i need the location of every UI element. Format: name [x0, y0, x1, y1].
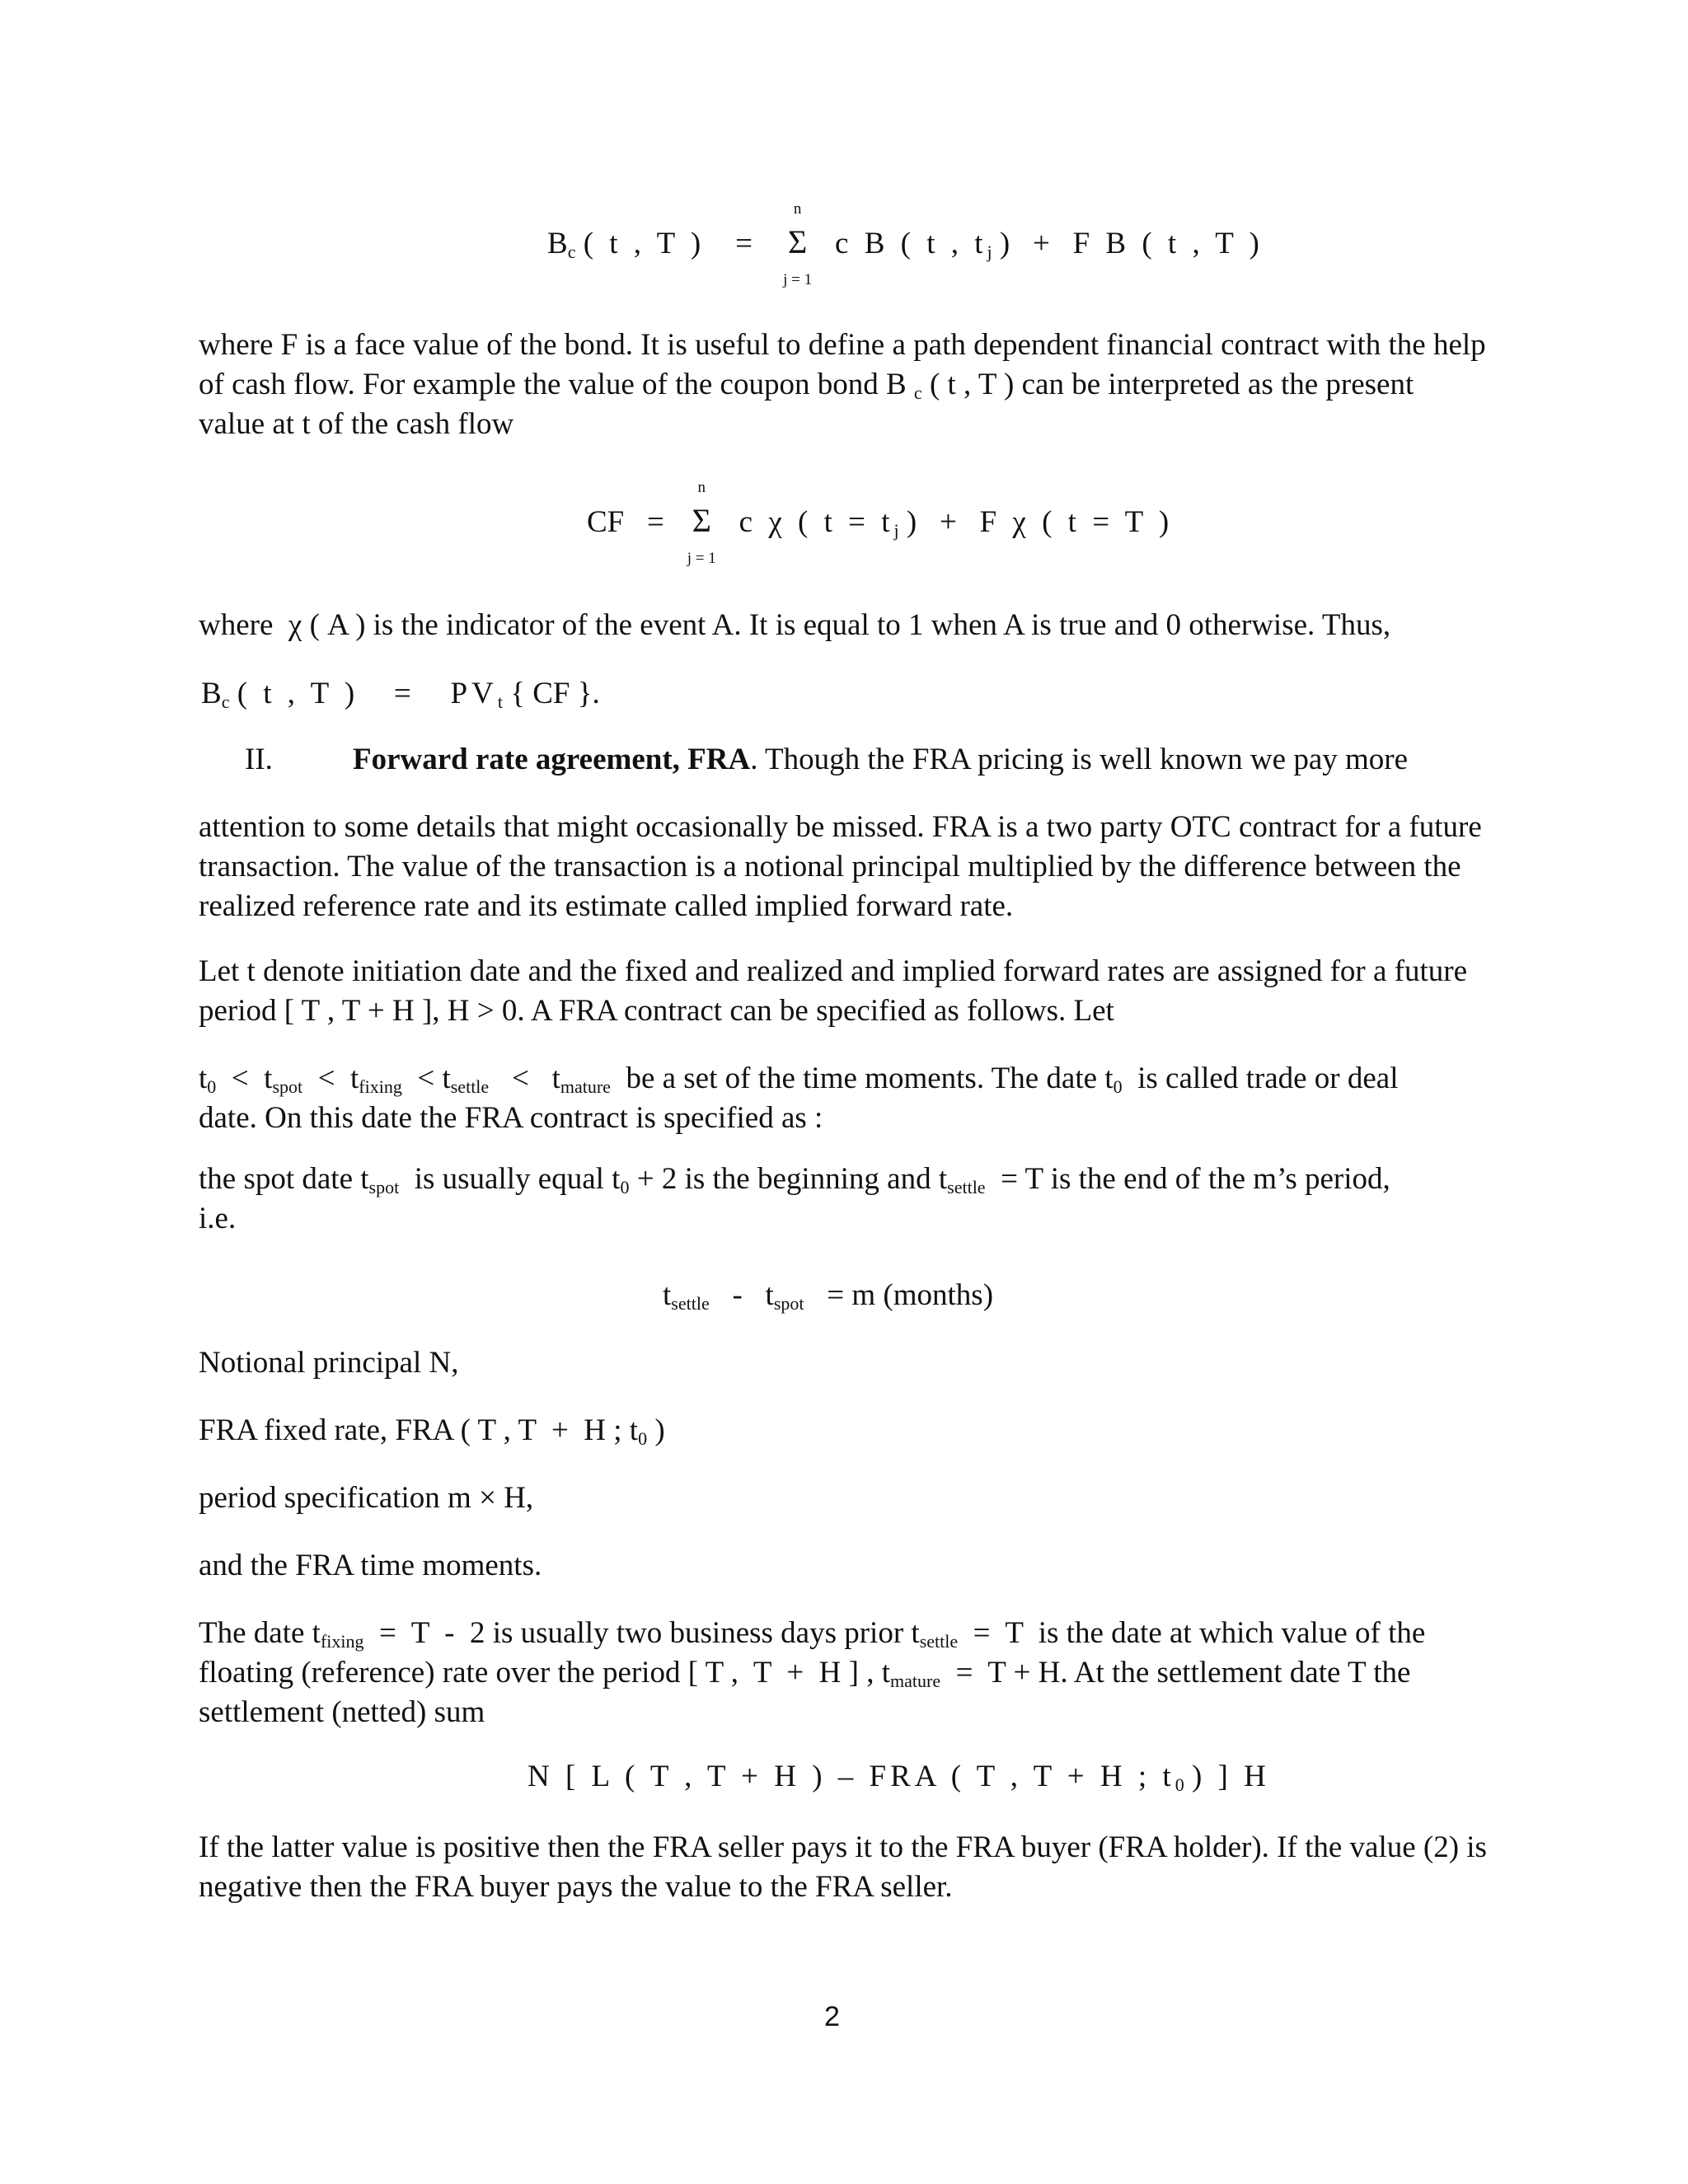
- eq2-sum-lower: j = 1: [687, 550, 716, 567]
- p6-lt3: <: [417, 1062, 435, 1095]
- p6-rest2: is called trade or deal: [1137, 1062, 1399, 1095]
- p2-chi: χ ( A ): [288, 608, 366, 642]
- p7-line1: [199, 1160, 1501, 1199]
- eq2-term1: c χ ( t = t: [738, 505, 894, 539]
- p7-sub3: settle: [947, 1177, 986, 1197]
- paragraph-face-value: [199, 326, 1501, 444]
- p6-t0: t: [199, 1062, 208, 1095]
- p6-t0-sub: 0: [207, 1076, 217, 1097]
- p3-sub2: t: [497, 691, 503, 712]
- p3-c: { CF }.: [510, 677, 600, 710]
- paragraph-time-moments-list: and the FRA time moments.: [199, 1549, 542, 1582]
- p12-a: The date t: [199, 1616, 321, 1650]
- p12-b: = T - 2 is usually two business days prior t: [379, 1616, 920, 1650]
- p12-line3: settlement (netted) sum: [199, 1695, 485, 1729]
- eq2-term1-sub: j: [893, 520, 899, 541]
- p6-t4: t: [551, 1062, 560, 1095]
- p12-sub1: fixing: [320, 1631, 364, 1652]
- p6-lt2: <: [317, 1062, 335, 1095]
- p12-line2: [199, 1653, 1501, 1693]
- p3-a: B: [201, 677, 222, 710]
- p2-b: is the indicator of the event A. It is equal to 1 when A is true and 0 otherwise. Thus,: [373, 608, 1391, 642]
- eq1-equals: =: [735, 227, 753, 260]
- p7-d: = T is the end of the m’s period,: [1001, 1162, 1390, 1196]
- section-rest: . Though the FRA pricing is well known we pay more: [750, 743, 1409, 776]
- eq1-term1-sub: j: [987, 241, 992, 262]
- p6-rest1-sub: 0: [1113, 1076, 1123, 1097]
- p6-t4-sub: mature: [560, 1076, 611, 1097]
- p12-line2-sub: mature: [890, 1671, 941, 1691]
- paragraph-spot-date: [199, 1160, 1501, 1239]
- section-title: Forward rate agreement, FRA: [353, 743, 751, 776]
- p6-t1-sub: spot: [272, 1076, 303, 1097]
- eq1-term2: F B ( t , T ): [1072, 227, 1264, 260]
- p7-a: the spot date t: [199, 1162, 369, 1196]
- p7-sub1: spot: [368, 1177, 400, 1197]
- equation-months: [663, 1276, 993, 1315]
- p6-lt4: <: [511, 1062, 529, 1095]
- paragraph-fra-description: attention to some details that might occasionally be missed. FRA is a two party OTC contract for a future transaction. The value of the transaction is a notional principal multiplied by the difference between the realized reference rate and its estimate called implied forward rate.: [199, 810, 1482, 923]
- p1-line2-b: ( t , T ) can be interpreted as the present: [929, 368, 1414, 401]
- eq1-sum-upper: n: [793, 200, 802, 218]
- sigma-symbol: Σ n j = 1: [687, 479, 716, 567]
- section-heading-line: [353, 740, 1507, 780]
- paragraph-pv-relation: [201, 674, 1503, 714]
- p7-b: is usually equal t: [414, 1162, 621, 1196]
- p1-line2-a: of cash flow. For example the value of the coupon bond B: [199, 368, 907, 401]
- p6-line2: date. On this date the FRA contract is specified as :: [199, 1101, 823, 1135]
- p9-a: FRA fixed rate, FRA ( T , T + H ; t: [199, 1413, 639, 1447]
- sigma-symbol: Σ n j = 1: [783, 200, 813, 288]
- eq1-lhs: B: [547, 227, 568, 260]
- p6-t3-sub: settle: [450, 1076, 490, 1097]
- eq1-sum-lower: j = 1: [783, 271, 813, 288]
- equation-cash-flow: [587, 479, 1174, 567]
- p12-c: = T is the date at which value of the: [973, 1616, 1426, 1650]
- p6-t1: t: [264, 1062, 273, 1095]
- eq2-sum-upper: n: [697, 479, 706, 496]
- eq3-t2-sub: spot: [773, 1293, 804, 1314]
- paragraph-notional: Notional principal N,: [199, 1346, 459, 1380]
- p6-t3: t: [442, 1062, 451, 1095]
- paragraph-indicator: [199, 606, 1501, 645]
- paragraph-initiation-date: Let t denote initiation date and the fixed and realized and implied forward rates are assigned for a future period [ T , T + H ], H > 0. A FRA contract can be specified as follows. Let: [199, 954, 1467, 1028]
- eq2-equals: =: [647, 505, 664, 539]
- p1-line2-sub: c: [913, 382, 922, 403]
- eq4-text: N [ L ( T , T + H ) – FRA ( T , T + H ; t: [528, 1760, 1175, 1793]
- eq3-t1-sub: settle: [671, 1293, 710, 1314]
- p1-line2: [199, 365, 1501, 405]
- equation-settlement-sum: [528, 1757, 1270, 1797]
- paragraph-settlement-payment: If the latter value is positive then the FRA seller pays it to the FRA buyer (FRA holder). If the value (2) is negative then the FRA buyer pays the value to the FRA seller.: [199, 1830, 1487, 1904]
- paragraph-fixing-date: [199, 1614, 1501, 1732]
- eq3-rhs: = m (months): [827, 1278, 994, 1312]
- eq1-lhs-args: ( t , T ): [583, 227, 706, 260]
- p9-b: ): [654, 1413, 665, 1447]
- eq1-lhs-sub: c: [567, 241, 576, 262]
- p7-sub2: 0: [620, 1177, 630, 1197]
- eq1-term1-close: ): [999, 227, 1010, 260]
- p1-line3: value at t of the cash flow: [199, 407, 514, 441]
- page-number: 2: [824, 2001, 840, 2032]
- eq4-tail: ) ] H: [1191, 1760, 1270, 1793]
- eq4-sub: 0: [1175, 1774, 1184, 1795]
- p12-line2-a: floating (reference) rate over the period [ T , T + H ] , t: [199, 1656, 891, 1690]
- p6-rest1: be a set of the time moments. The date t: [626, 1062, 1114, 1095]
- p2-a: where: [199, 608, 274, 642]
- p6-line1: [199, 1059, 1501, 1099]
- paragraph-fixed-rate: [199, 1411, 1501, 1451]
- p7-line2: i.e.: [199, 1202, 237, 1235]
- eq3-minus: -: [732, 1278, 743, 1312]
- eq1-plus: +: [1032, 227, 1050, 260]
- paragraph-time-moments: [199, 1059, 1501, 1138]
- eq3-t2: t: [765, 1278, 774, 1312]
- eq2-term1-close: ): [906, 505, 917, 539]
- p6-t2-sub: fixing: [359, 1076, 402, 1097]
- eq2-lhs: CF: [587, 505, 625, 539]
- eq2-plus: +: [939, 505, 957, 539]
- p3-b: ( t , T ) = PV: [237, 677, 498, 710]
- equation-coupon-bond: [547, 200, 1264, 288]
- p6-t2: t: [350, 1062, 359, 1095]
- p7-c: + 2 is the beginning and t: [636, 1162, 948, 1196]
- section-number: II.: [245, 743, 273, 776]
- eq3-t1: t: [663, 1278, 672, 1312]
- eq1-term1: c B ( t , t: [835, 227, 987, 260]
- p12-line1: [199, 1614, 1501, 1653]
- p12-line2-b: = T + H. At the settlement date T the: [955, 1656, 1411, 1690]
- p12-sub2: settle: [919, 1631, 959, 1652]
- p3-sub: c: [221, 691, 230, 712]
- p6-lt1: <: [231, 1062, 249, 1095]
- eq2-term2: F χ ( t = T ): [979, 505, 1174, 539]
- p9-sub: 0: [638, 1428, 648, 1449]
- p1-line1: where F is a face value of the bond. It is useful to define a path dependent financial contract with the help: [199, 328, 1486, 362]
- paragraph-period-spec: period specification m × H,: [199, 1481, 534, 1515]
